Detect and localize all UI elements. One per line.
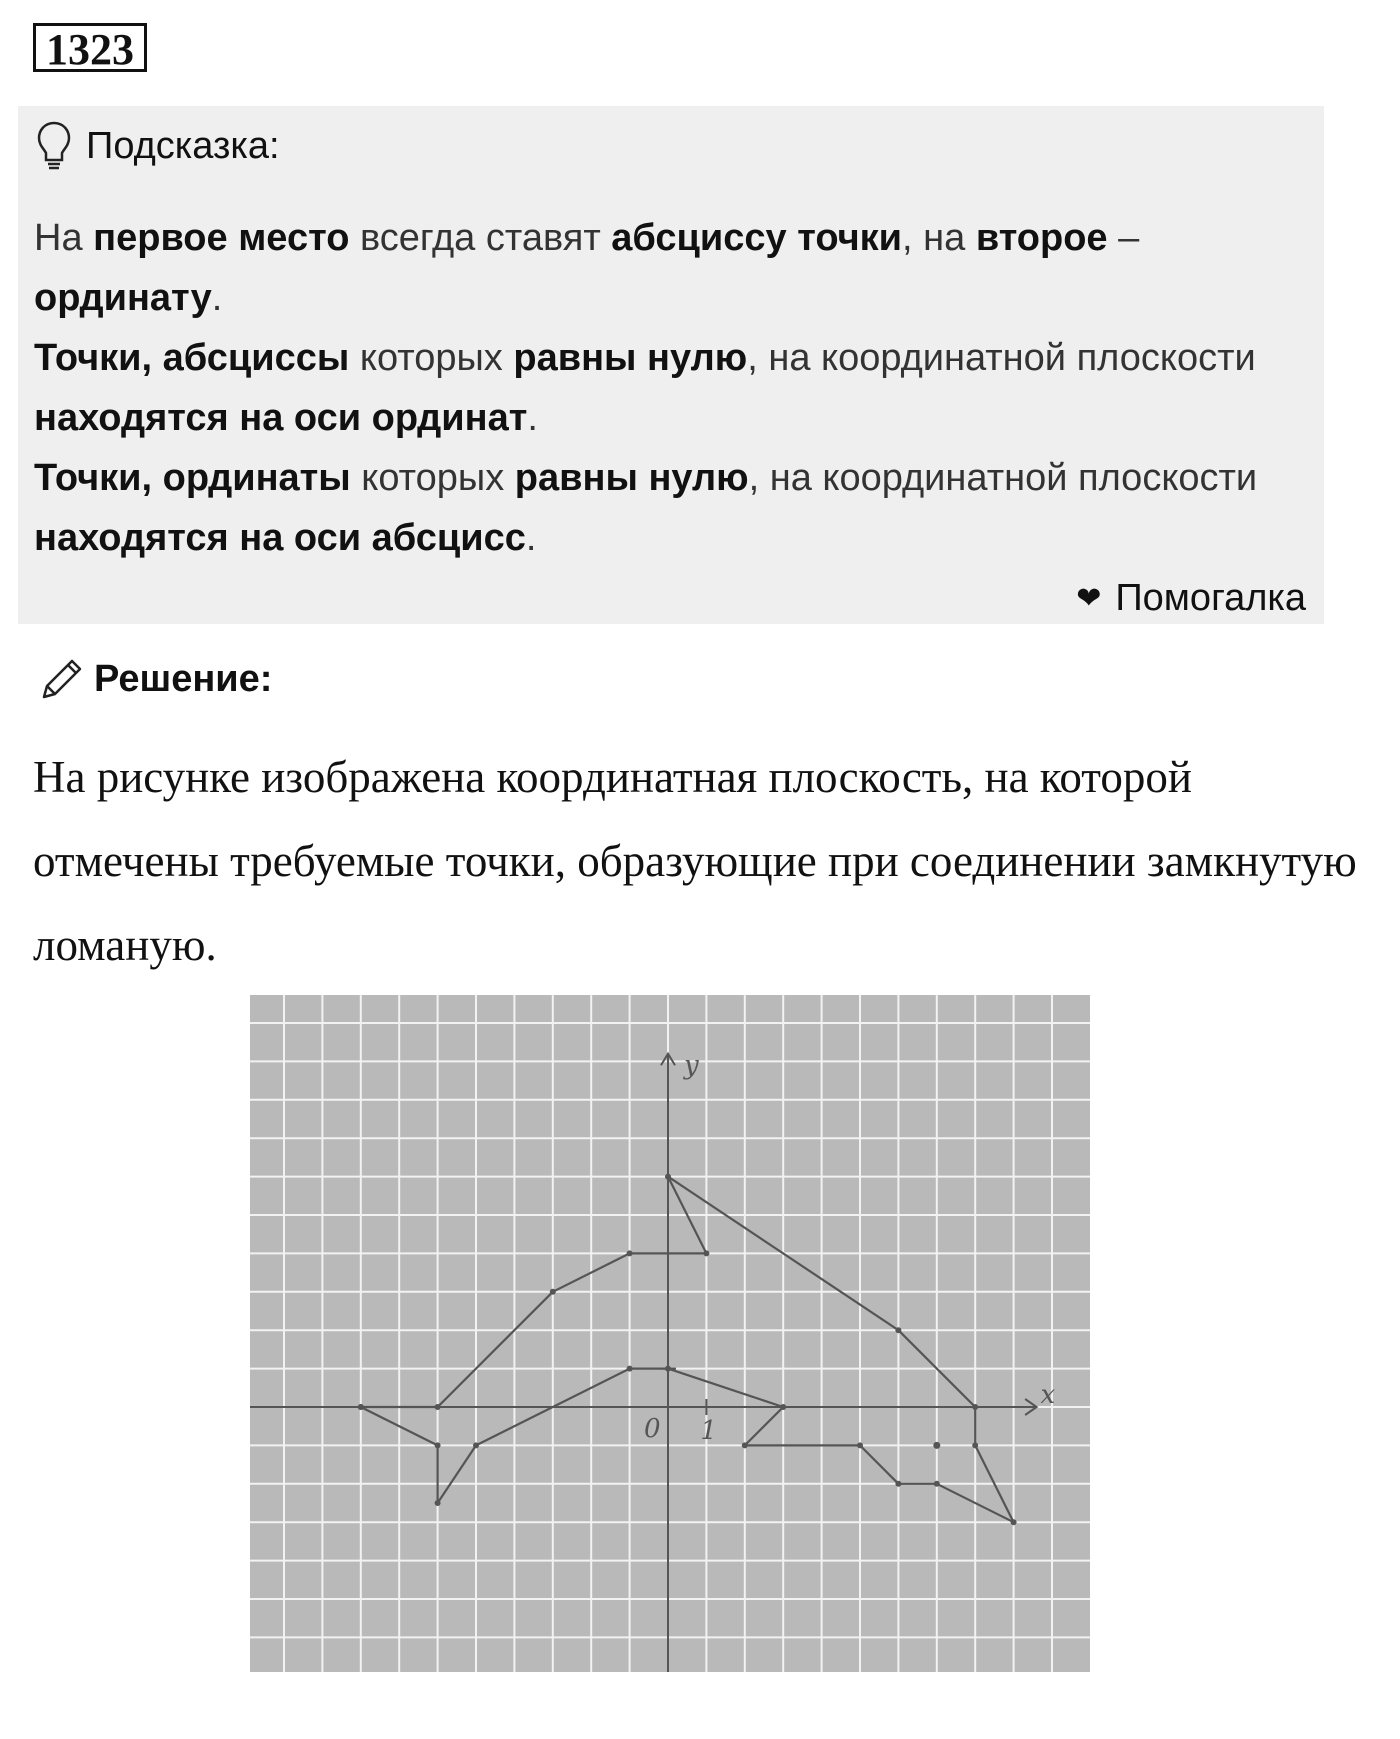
polyline-point xyxy=(665,1174,671,1180)
polyline-point xyxy=(857,1442,863,1448)
brand-name: Помогалка xyxy=(1115,577,1306,619)
hint-bold-run: находятся на оси ординат xyxy=(34,397,528,439)
task-number: 1323 xyxy=(33,23,147,72)
hint-header xyxy=(36,120,280,172)
hint-bold-run: ординату xyxy=(34,277,212,319)
polyline-point xyxy=(703,1250,709,1256)
lightbulb-icon xyxy=(36,120,72,172)
hint-panel xyxy=(18,106,1324,624)
solution-text: На рисунке изображена координатная плоскость, на которой отмечены требуемые точки, образующие при соединении замкнутую ломаную. xyxy=(33,752,1357,970)
hint-bold-run: абсциссу точки xyxy=(611,217,903,259)
unit-label: 1 xyxy=(700,1416,717,1446)
hint-run: . xyxy=(527,397,538,439)
hint-paragraph xyxy=(34,448,1304,568)
hint-bold-run: равны нулю xyxy=(514,457,749,499)
solution-header xyxy=(38,655,272,703)
heart-icon: ❤ xyxy=(1076,582,1102,615)
graph-paper xyxy=(250,995,1090,1672)
polyline-point xyxy=(550,1289,556,1295)
hint-run: всегда ставят xyxy=(349,217,612,259)
polyline-point xyxy=(934,1481,940,1487)
polyline-point xyxy=(435,1500,441,1506)
hint-run: . xyxy=(211,277,223,319)
coordinate-plane-figure xyxy=(250,995,1090,1672)
hint-bold-run: равны нулю xyxy=(513,337,748,379)
polyline-point xyxy=(358,1404,364,1410)
solution-title: Решение: xyxy=(94,657,273,700)
polyline-point xyxy=(972,1404,978,1410)
hint-run: , на xyxy=(902,217,976,259)
polyline-point xyxy=(1011,1519,1017,1525)
hint-run: которых xyxy=(349,337,514,379)
hint-paragraph xyxy=(34,208,1304,328)
hint-run: – xyxy=(1107,217,1140,259)
polyline-point xyxy=(435,1442,441,1448)
polyline-point xyxy=(972,1442,978,1448)
hint-title: Подсказка: xyxy=(86,124,280,167)
hint-run: . xyxy=(525,517,537,559)
y-axis-label: y xyxy=(684,1050,699,1081)
hint-run: , на координатной плоскости xyxy=(747,337,1256,379)
hint-run: , на координатной плоскости xyxy=(748,457,1258,499)
polyline-point xyxy=(435,1404,441,1410)
hint-bold-run: первое место xyxy=(93,217,350,259)
polyline-point xyxy=(665,1366,671,1372)
hint-paragraph xyxy=(34,328,1304,448)
hint-bold-run: находятся на оси абсцисс xyxy=(34,517,526,559)
origin-label: 0 xyxy=(644,1414,661,1444)
polyline-point xyxy=(742,1442,748,1448)
hint-bold-run: второе xyxy=(975,217,1108,259)
hint-bold-run: Точки, ординаты xyxy=(34,457,351,499)
polyline-point xyxy=(627,1250,633,1256)
polyline-point xyxy=(895,1327,901,1333)
brand xyxy=(1076,577,1306,620)
hint-run: На xyxy=(34,217,94,259)
x-axis-label: x xyxy=(1040,1380,1056,1410)
polyline-point xyxy=(627,1366,633,1372)
polyline-point xyxy=(780,1404,786,1410)
pencil-icon xyxy=(38,655,86,703)
hint-text xyxy=(34,208,1304,568)
hint-run: которых xyxy=(350,457,515,499)
polyline-point xyxy=(895,1481,901,1487)
polyline-point xyxy=(473,1442,479,1448)
hint-bold-run: Точки, абсциссы xyxy=(34,337,350,379)
marked-point xyxy=(933,1442,940,1449)
